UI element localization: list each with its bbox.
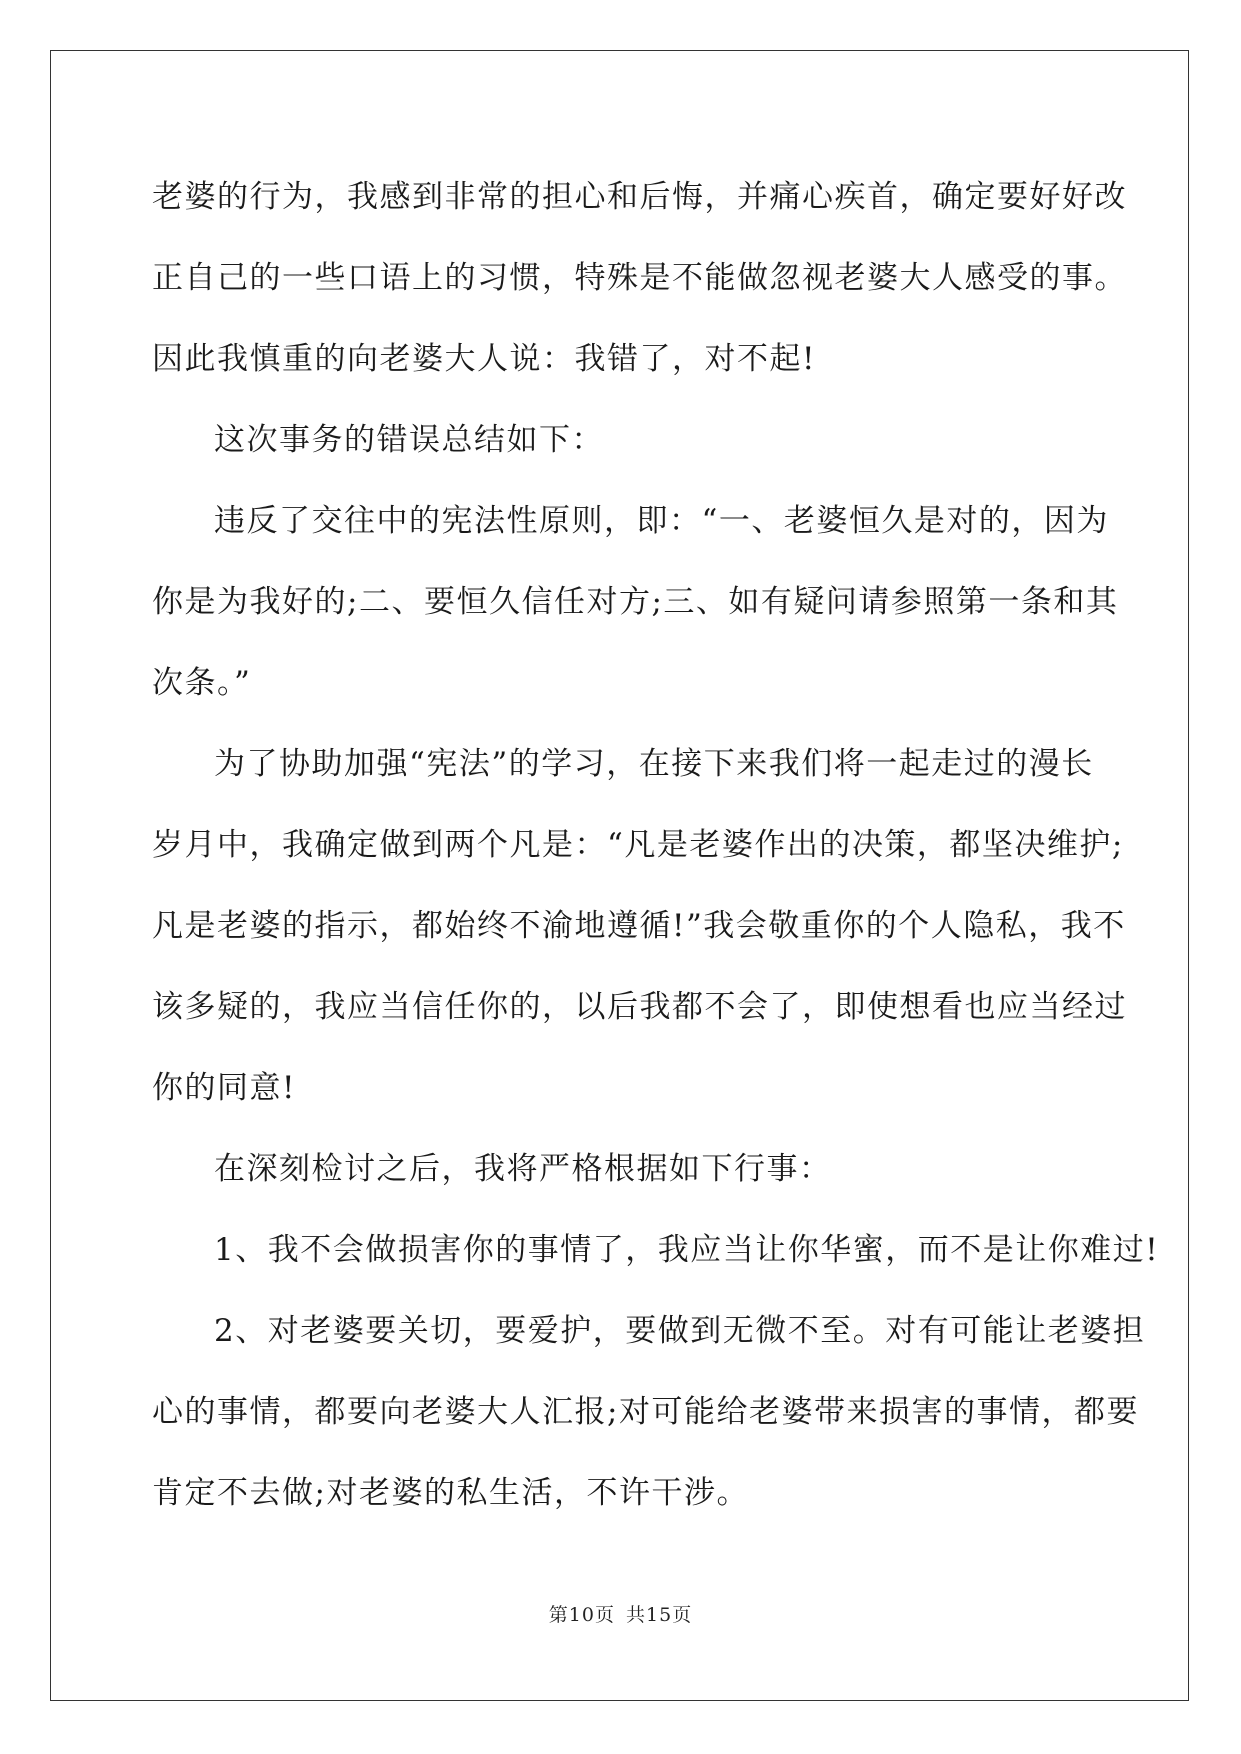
text-line-1: 老婆的行为，我感到非常的担心和后悔，并痛心疾首，确定要好好改 — [152, 179, 1127, 215]
page-footer — [0, 1600, 1241, 1627]
text-line-10: 凡是老婆的指示，都始终不渝地遵循!”我会敬重你的个人隐私，我不 — [152, 908, 1126, 944]
document-body — [152, 157, 1160, 1534]
text-line-8: 为了协助加强“宪法”的学习，在接下来我们将一起走过的漫长 — [214, 746, 1094, 782]
list-item-2: 2、对老婆要关切，要爱护，要做到无微不至。对有可能让老婆担 — [214, 1313, 1146, 1349]
list-item-2-line-2: 心的事情，都要向老婆大人汇报;对可能给老婆带来损害的事情，都要 — [152, 1394, 1139, 1430]
text-line-3: 因此我慎重的向老婆大人说：我错了，对不起! — [152, 341, 816, 377]
text-line-2: 正自己的一些口语上的习惯，特殊是不能做忽视老婆大人感受的事。 — [152, 260, 1127, 296]
text-line-6: 你是为我好的;二、要恒久信任对方;三、如有疑问请参照第一条和其 — [152, 584, 1119, 620]
list-item-1: 1、我不会做损害你的事情了，我应当让你华蜜，而不是让你难过! — [214, 1232, 1160, 1268]
section-heading-summary: 这次事务的错误总结如下： — [214, 422, 604, 458]
text-line-11: 该多疑的，我应当信任你的，以后我都不会了，即使想看也应当经过 — [152, 989, 1127, 1025]
total-pages: 共15页 — [626, 1604, 693, 1626]
text-line-7: 次条。” — [152, 665, 252, 701]
text-line-12: 你的同意! — [152, 1070, 296, 1106]
text-line-9: 岁月中，我确定做到两个凡是：“凡是老婆作出的决策，都坚决维护; — [152, 827, 1124, 863]
text-line-13: 在深刻检讨之后，我将严格根据如下行事： — [214, 1151, 832, 1187]
text-line-5: 违反了交往中的宪法性原则，即：“一、老婆恒久是对的，因为 — [214, 503, 1109, 539]
current-page-number: 第10页 — [548, 1604, 615, 1626]
list-item-2-line-3: 肯定不去做;对老婆的私生活，不许干涉。 — [152, 1475, 749, 1511]
